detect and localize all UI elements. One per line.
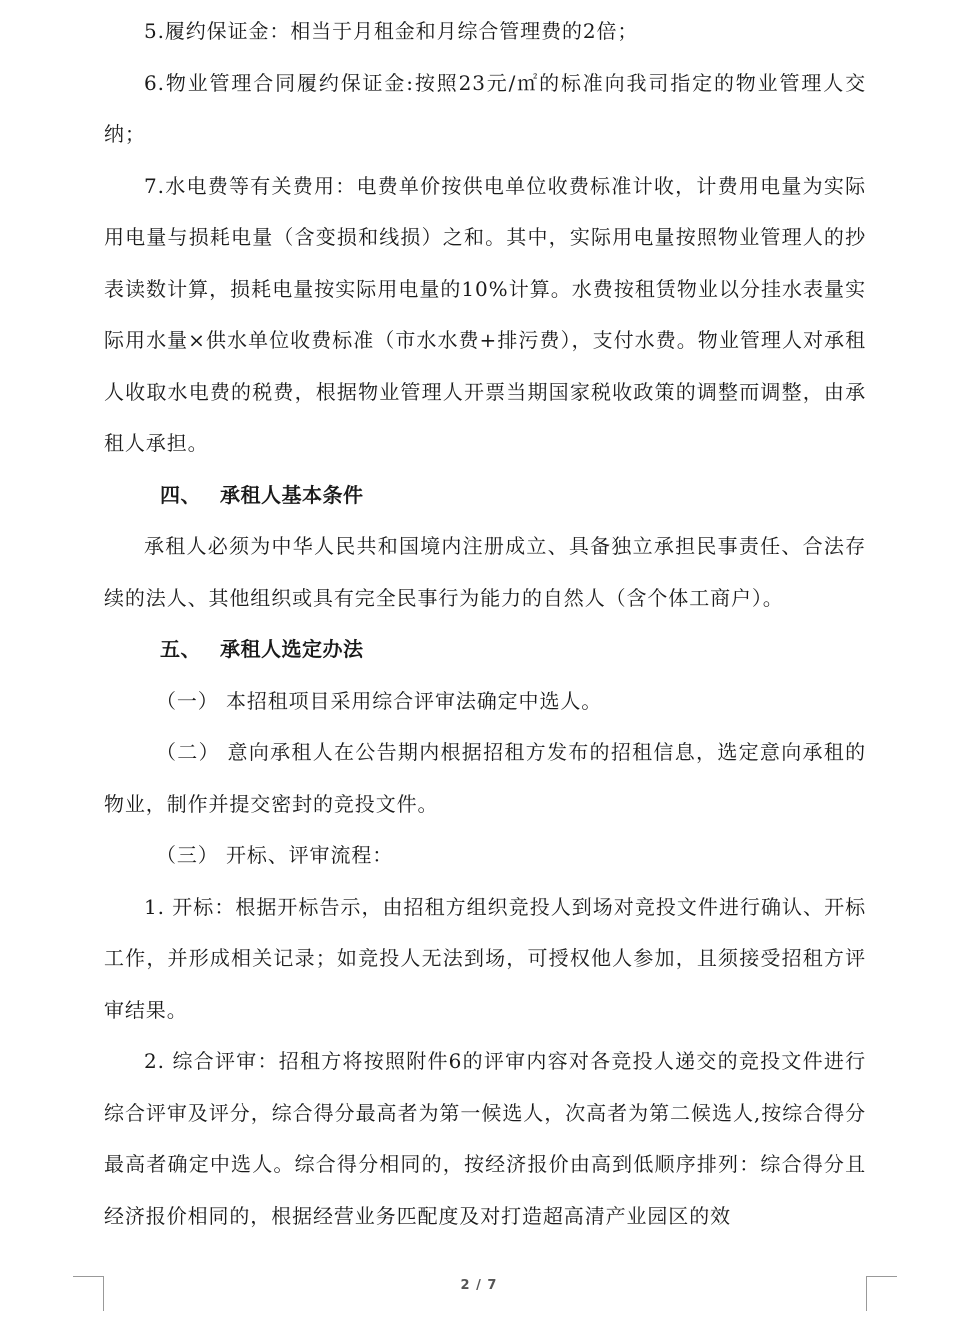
paragraph-tenant-conditions: 承租人必须为中华人民共和国境内注册成立、具备独立承担民事责任、合法存续的法人、其他组织或具有完全民事行为能力的自然人（含个体工商户）。 (104, 534, 866, 610)
paragraph-item-three: （三） 开标、评审流程： (156, 843, 394, 867)
paragraph-item-one: （一） 本招租项目采用综合评审法确定中选人。 (156, 688, 603, 713)
section-heading-four (104, 470, 866, 522)
document-body (104, 6, 866, 1242)
paragraph-property-bond: 6.物业管理合同履约保证金:按照23元/㎡的标准向我司指定的物业管理人交纳； (104, 70, 866, 146)
section-number: 四、 (160, 482, 201, 507)
section-title: 承租人基本条件 (220, 482, 364, 507)
paragraph-bid-opening: 1. 开标：根据开标告示，由招租方组织竞投人到场对竞投文件进行确认、开标工作，并形成相关记录；如竞投人无法到场，可授权他人参加，且须接受招租方评审结果。 (104, 894, 866, 1022)
page-number: 2 / 7 (460, 1278, 498, 1293)
paragraph-performance-bond: 5.履约保证金：相当于月租金和月综合管理费的2倍； (144, 19, 639, 43)
section-number: 五、 (160, 637, 201, 661)
paragraph-item-two: （二） 意向承租人在公告期内根据招租方发布的招租信息，选定意向承租的物业，制作并提交密封的竞投文件。 (104, 740, 866, 816)
section-title: 承租人选定办法 (220, 637, 364, 661)
paragraph-utility-fees: 7.水电费等有关费用：电费单价按供电单位收费标准计收，计费用电量为实际用电量与损耗电量（含变损和线损）之和。其中，实际用电量按照物业管理人的抄表读数计算，损耗电量按实际用电量的10%计算。水费按租赁物业以分挂水表量实际用水量×供水单位收费标准（市水水费+排污费），支付水费。物业管理人对承租人收取水电费的税费，根据物业管理人开票当期国家税收政策的调整而调整，由承租人承担。 (104, 173, 866, 455)
paragraph-comprehensive-review: 2. 综合评审：招租方将按照附件6的评审内容对各竞投人递交的竞投文件进行综合评审及评分，综合得分最高者为第一候选人，次高者为第二候选人,按综合得分最高者确定中选人。综合得分相同的，按经济报价由高到低顺序排列：综合得分且经济报价相同的，根据经营业务匹配度及对打造超高清产业园区的效 (104, 1049, 866, 1228)
section-heading-five (104, 624, 866, 676)
